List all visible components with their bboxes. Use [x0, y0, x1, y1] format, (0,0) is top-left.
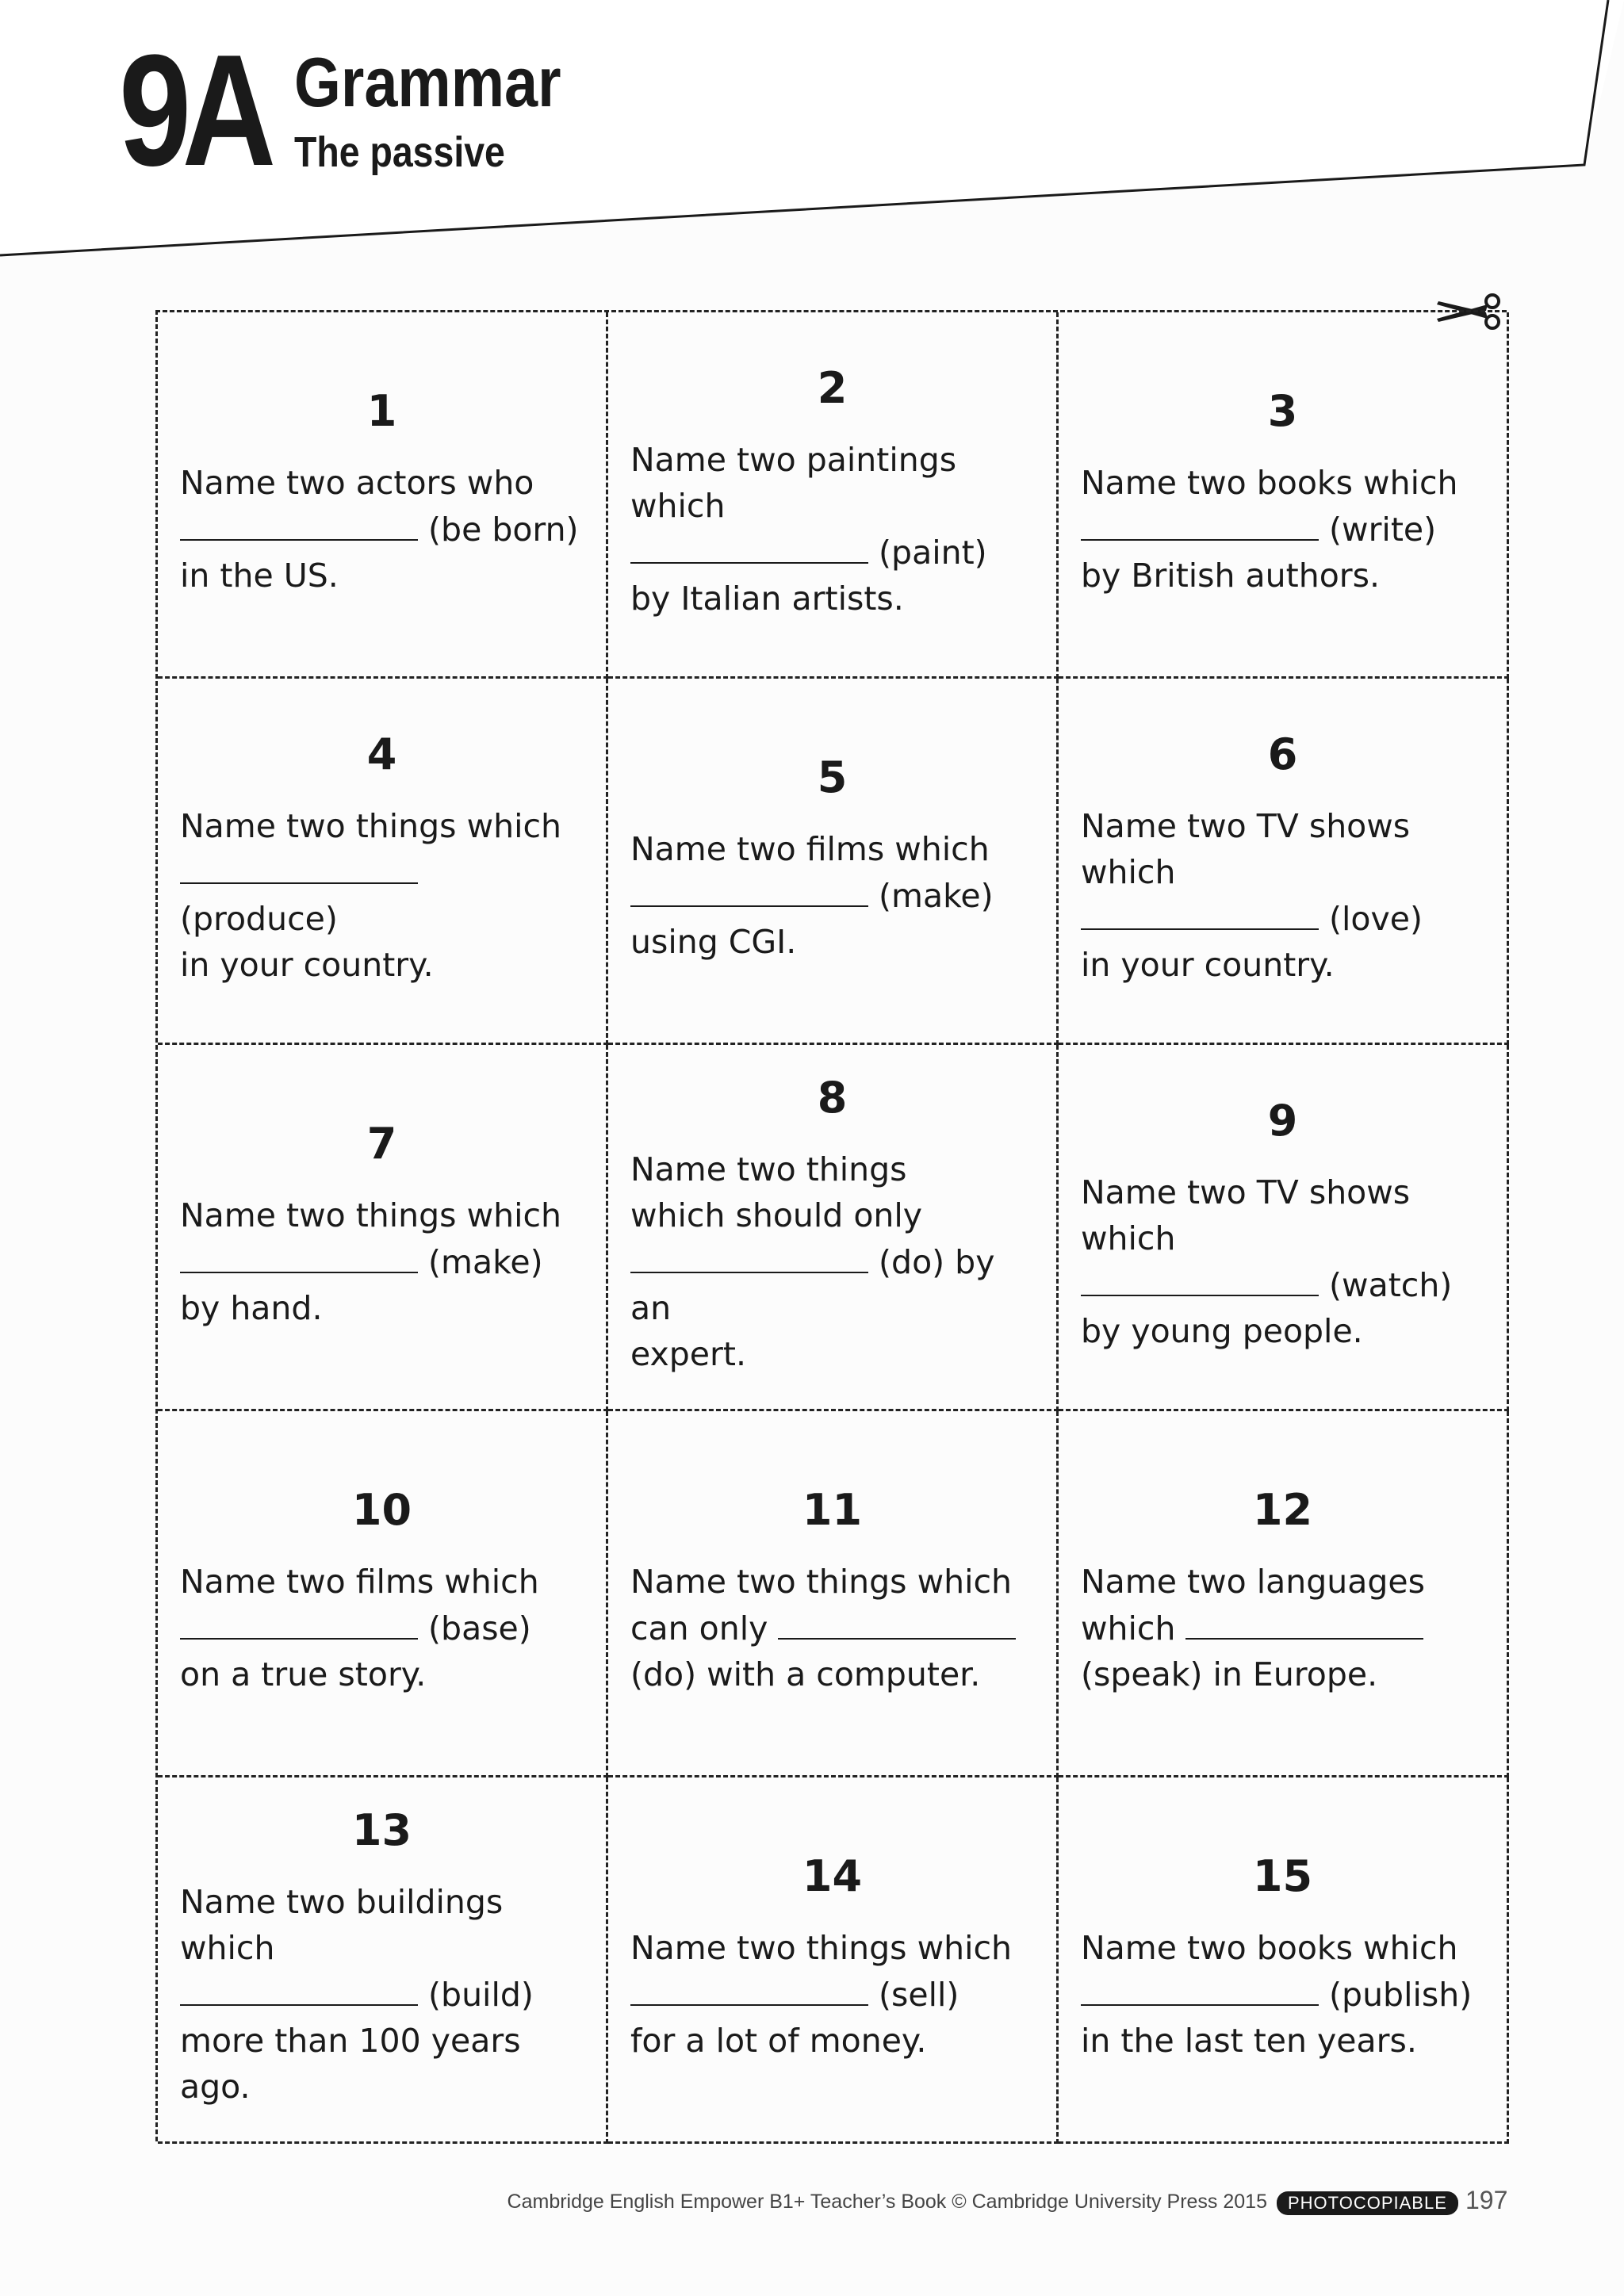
card-intro: Name two languages — [1081, 1563, 1425, 1601]
card — [1059, 1411, 1509, 1777]
card-verb: (build) — [428, 1976, 534, 2014]
card — [158, 1411, 608, 1777]
card — [1059, 679, 1509, 1045]
answer-blank[interactable] — [630, 1238, 868, 1273]
answer-blank[interactable] — [1081, 1971, 1319, 2006]
card-ending: (speak) in Europe. — [1081, 1655, 1378, 1693]
answer-blank[interactable] — [630, 1971, 868, 2006]
card-intro: Name two films which — [630, 830, 990, 868]
card-ending: for a lot of money. — [630, 2022, 927, 2060]
card-number: 1 — [366, 386, 397, 436]
card-number: 10 — [351, 1485, 412, 1535]
card — [158, 679, 608, 1045]
card-verb: (base) — [428, 1609, 531, 1647]
answer-blank[interactable] — [1185, 1605, 1423, 1640]
card-verb: (write) — [1329, 511, 1437, 549]
card — [1059, 312, 1509, 679]
card-intro: Name two actors who — [180, 464, 534, 502]
card-number: 15 — [1252, 1851, 1313, 1901]
card-verb: (sell) — [879, 1976, 959, 2014]
card-text — [630, 437, 1034, 622]
card-number: 9 — [1267, 1096, 1298, 1146]
page-number: 197 — [1465, 2186, 1508, 2214]
card — [158, 1045, 608, 1411]
card-intro: Name two films which — [180, 1563, 539, 1601]
card-intro: Name two things which — [630, 1563, 1013, 1601]
answer-blank[interactable] — [778, 1605, 1016, 1640]
answer-blank[interactable] — [1081, 506, 1319, 541]
card-text — [1081, 1169, 1484, 1354]
card — [608, 1777, 1059, 2144]
card-verb: (make) — [428, 1243, 543, 1281]
answer-blank[interactable] — [180, 1238, 418, 1273]
card-ending: in your country. — [180, 946, 434, 984]
card-text — [1081, 1925, 1484, 2064]
card-text — [180, 1192, 584, 1331]
card-number: 14 — [802, 1851, 863, 1901]
card-verb: (produce) — [180, 900, 338, 938]
card-ending: by hand. — [180, 1289, 323, 1327]
card-ending: by British authors. — [1081, 557, 1381, 595]
page-subtitle: The passive — [294, 128, 505, 176]
card-verb: (be born) — [428, 511, 579, 549]
card — [158, 1777, 608, 2144]
card — [608, 312, 1059, 679]
card — [608, 1045, 1059, 1411]
card-text — [1081, 1559, 1484, 1697]
card-ending: more than 100 years ago. — [180, 2022, 521, 2106]
answer-blank[interactable] — [1081, 1261, 1319, 1296]
card-text — [180, 803, 584, 988]
card-ending: by Italian artists. — [630, 580, 904, 618]
card-ending: (do) with a computer. — [630, 1655, 981, 1693]
card-intro: Name two TV shows which — [1081, 1173, 1411, 1257]
answer-blank[interactable] — [1081, 895, 1319, 930]
card-verb: (do) by an — [630, 1243, 995, 1327]
answer-blank[interactable] — [180, 1971, 418, 2006]
card-number: 2 — [817, 363, 848, 413]
card-verb: (make) — [879, 877, 994, 915]
card-ending: by young people. — [1081, 1312, 1363, 1350]
card-number: 4 — [366, 729, 397, 779]
footer-credit: Cambridge English Empower B1+ Teacher’s Book © Cambridge University Press 2015 — [507, 2191, 1267, 2213]
card-intro-line-2: which should only — [630, 1196, 923, 1234]
card-text — [180, 1559, 584, 1697]
page-title: Grammar — [294, 43, 561, 121]
card-verb: (paint) — [879, 534, 987, 572]
card-text — [630, 1925, 1034, 2064]
card-number: 13 — [351, 1805, 412, 1855]
card-intro: Name two books which — [1081, 464, 1458, 502]
card-number: 3 — [1267, 386, 1298, 436]
card-intro: Name two TV shows which — [1081, 807, 1411, 891]
unit-code: 9A — [119, 22, 267, 199]
card-intro: Name two things which — [180, 1196, 562, 1234]
card-text — [180, 460, 584, 599]
card-text — [630, 826, 1034, 965]
card — [1059, 1045, 1509, 1411]
card — [1059, 1777, 1509, 2144]
card-text — [630, 1559, 1034, 1697]
card-text — [630, 1146, 1034, 1377]
card-text — [1081, 803, 1484, 988]
card — [158, 312, 608, 679]
card-intro: Name two buildings which — [180, 1883, 504, 1967]
card-text — [180, 1879, 584, 2110]
card-lead: can only — [630, 1609, 768, 1647]
answer-blank[interactable] — [180, 1605, 418, 1640]
card-ending: using CGI. — [630, 923, 797, 961]
answer-blank[interactable] — [630, 872, 868, 907]
card-verb: (love) — [1329, 900, 1423, 938]
card-ending: in the US. — [180, 557, 339, 595]
card-intro: Name two books which — [1081, 1929, 1458, 1967]
card-verb: (publish) — [1329, 1976, 1473, 2014]
card-intro: Name two paintings which — [630, 441, 957, 525]
card-intro: Name two things which — [180, 807, 562, 845]
photocopiable-badge: PHOTOCOPIABLE — [1277, 2191, 1458, 2215]
answer-blank[interactable] — [180, 506, 418, 541]
card-intro: Name two things — [630, 1150, 907, 1188]
answer-blank[interactable] — [630, 529, 868, 564]
card-number: 6 — [1267, 729, 1298, 779]
card-number: 5 — [817, 752, 848, 802]
card-intro: Name two things which — [630, 1929, 1013, 1967]
card — [608, 1411, 1059, 1777]
answer-blank[interactable] — [180, 849, 418, 884]
card-ending: expert. — [630, 1335, 746, 1373]
card-grid — [155, 310, 1507, 2141]
card-number: 11 — [802, 1485, 863, 1535]
card-text — [1081, 460, 1484, 599]
card-number: 7 — [366, 1119, 397, 1169]
card-lead: which — [1081, 1609, 1176, 1647]
card-verb: (watch) — [1329, 1266, 1453, 1304]
card-ending: on a true story. — [180, 1655, 427, 1693]
card-number: 8 — [817, 1073, 848, 1123]
card-number: 12 — [1252, 1485, 1313, 1535]
card-ending: in your country. — [1081, 946, 1335, 984]
card — [608, 679, 1059, 1045]
card-ending: in the last ten years. — [1081, 2022, 1417, 2060]
